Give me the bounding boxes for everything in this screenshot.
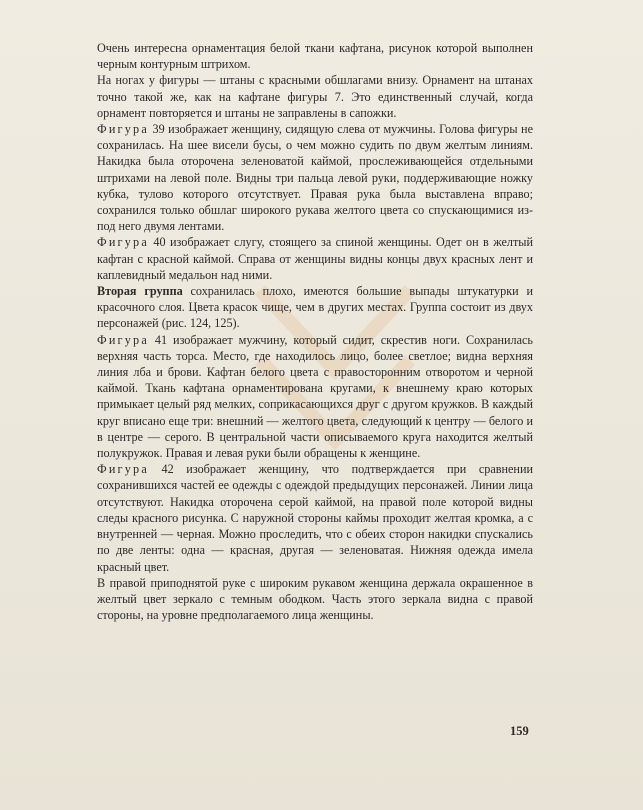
paragraph-text: 40 изображает слугу, стоящего за спиной женщины. Одет он в желтый кафтан с красной каймой. Справа от женщины видны концы двух красных лент и каплевидный медальон над ними.	[97, 235, 533, 282]
figure-lead: Фигура	[97, 122, 149, 137]
figure-lead: Фигура	[97, 332, 149, 347]
paragraph	[97, 40, 533, 72]
paragraph	[97, 283, 533, 332]
paragraph	[97, 234, 533, 283]
page-number: 159	[510, 724, 529, 738]
figure-lead: Фигура	[97, 235, 149, 250]
paragraph	[97, 72, 533, 121]
paragraph	[97, 121, 533, 234]
body-text	[97, 40, 533, 623]
paragraph-text: 41 изображает мужчину, который сидит, скрестив ноги. Сохранилась верхняя часть торса. Место, где находилось лицо, более светлое; видна верхняя линия лба и брови. Кафтан белого цвета с правосторонним отворотом и черной каймой. Ткань кафтана орнаментирована кругами, к внешнему краю которых примыкает целый ряд мелких, соприкасающихся друг с другом кружков. В каждый круг вписано еще три: внешний — желтого цвета, следующий к центру — белого и в центре — серого. В центральной части описываемого круга находится желтый полукружок. Правая и левая руки были обращены к женщине.	[97, 332, 533, 461]
paragraph	[97, 461, 533, 574]
paragraph-text: 42 изображает женщину, что подтверждается при сравнении сохранившихся частей ее одежды с одеждой предыдущих персонажей. Линии лица отсутствуют. Накидка оторочена серой каймой, на правой поле которой видны следы красного рисунка. С наружной стороны каймы проходит желтая кромка, а с внутренней — черная. Можно проследить, что с обеих сторон накидки спускались по две ленты: одна — красная, другая — зеленоватая. Нижняя одежда имела красный цвет.	[97, 462, 533, 574]
figure-lead: Фигура	[97, 462, 149, 477]
paragraph	[97, 332, 533, 462]
paragraph-text: На ногах у фигуры — штаны с красными обшлагами внизу. Орнамент на штанах точно такой же, как на кафтане фигуры 7. Это единственный случай, когда орнамент повторяется и штаны не заправлены в сапожки.	[97, 73, 533, 120]
paragraph-text: сохранилась плохо, имеются большие выпады штукатурки и красочного слоя. Цвета красок чище, чем в других местах. Группа состоит из двух персонажей (рис. 124, 125).	[97, 284, 533, 331]
paragraph-text: 39 изображает женщину, сидящую слева от мужчины. Голова фигуры не сохранилась. На шее висели бусы, о чем можно судить по двум желтым линиям. Накидка была оторочена зеленоватой каймой, прослеживающейся отдельными штрихами на левой поле. Видны три пальца левой руки, поддерживающие ножку кубка, тулово которого отсутствует. Правая рука была выставлена вправо; сохранился только обшлаг широкого рукава желтого цвета со спускающимися из-под него двумя лентами.	[97, 122, 533, 234]
paragraph	[97, 575, 533, 624]
paragraph-text: В правой приподнятой руке с широким рукавом женщина держала окрашенное в желтый цвет зеркало с темным ободком. Часть этого зеркала видна с правой стороны, на уровне предполагаемого лица женщины.	[97, 575, 533, 623]
paragraph-text: Очень интересна орнаментация белой ткани кафтана, рисунок которой выполнен черным контурным штрихом.	[97, 41, 533, 72]
group-lead: Вторая группа	[97, 284, 183, 299]
